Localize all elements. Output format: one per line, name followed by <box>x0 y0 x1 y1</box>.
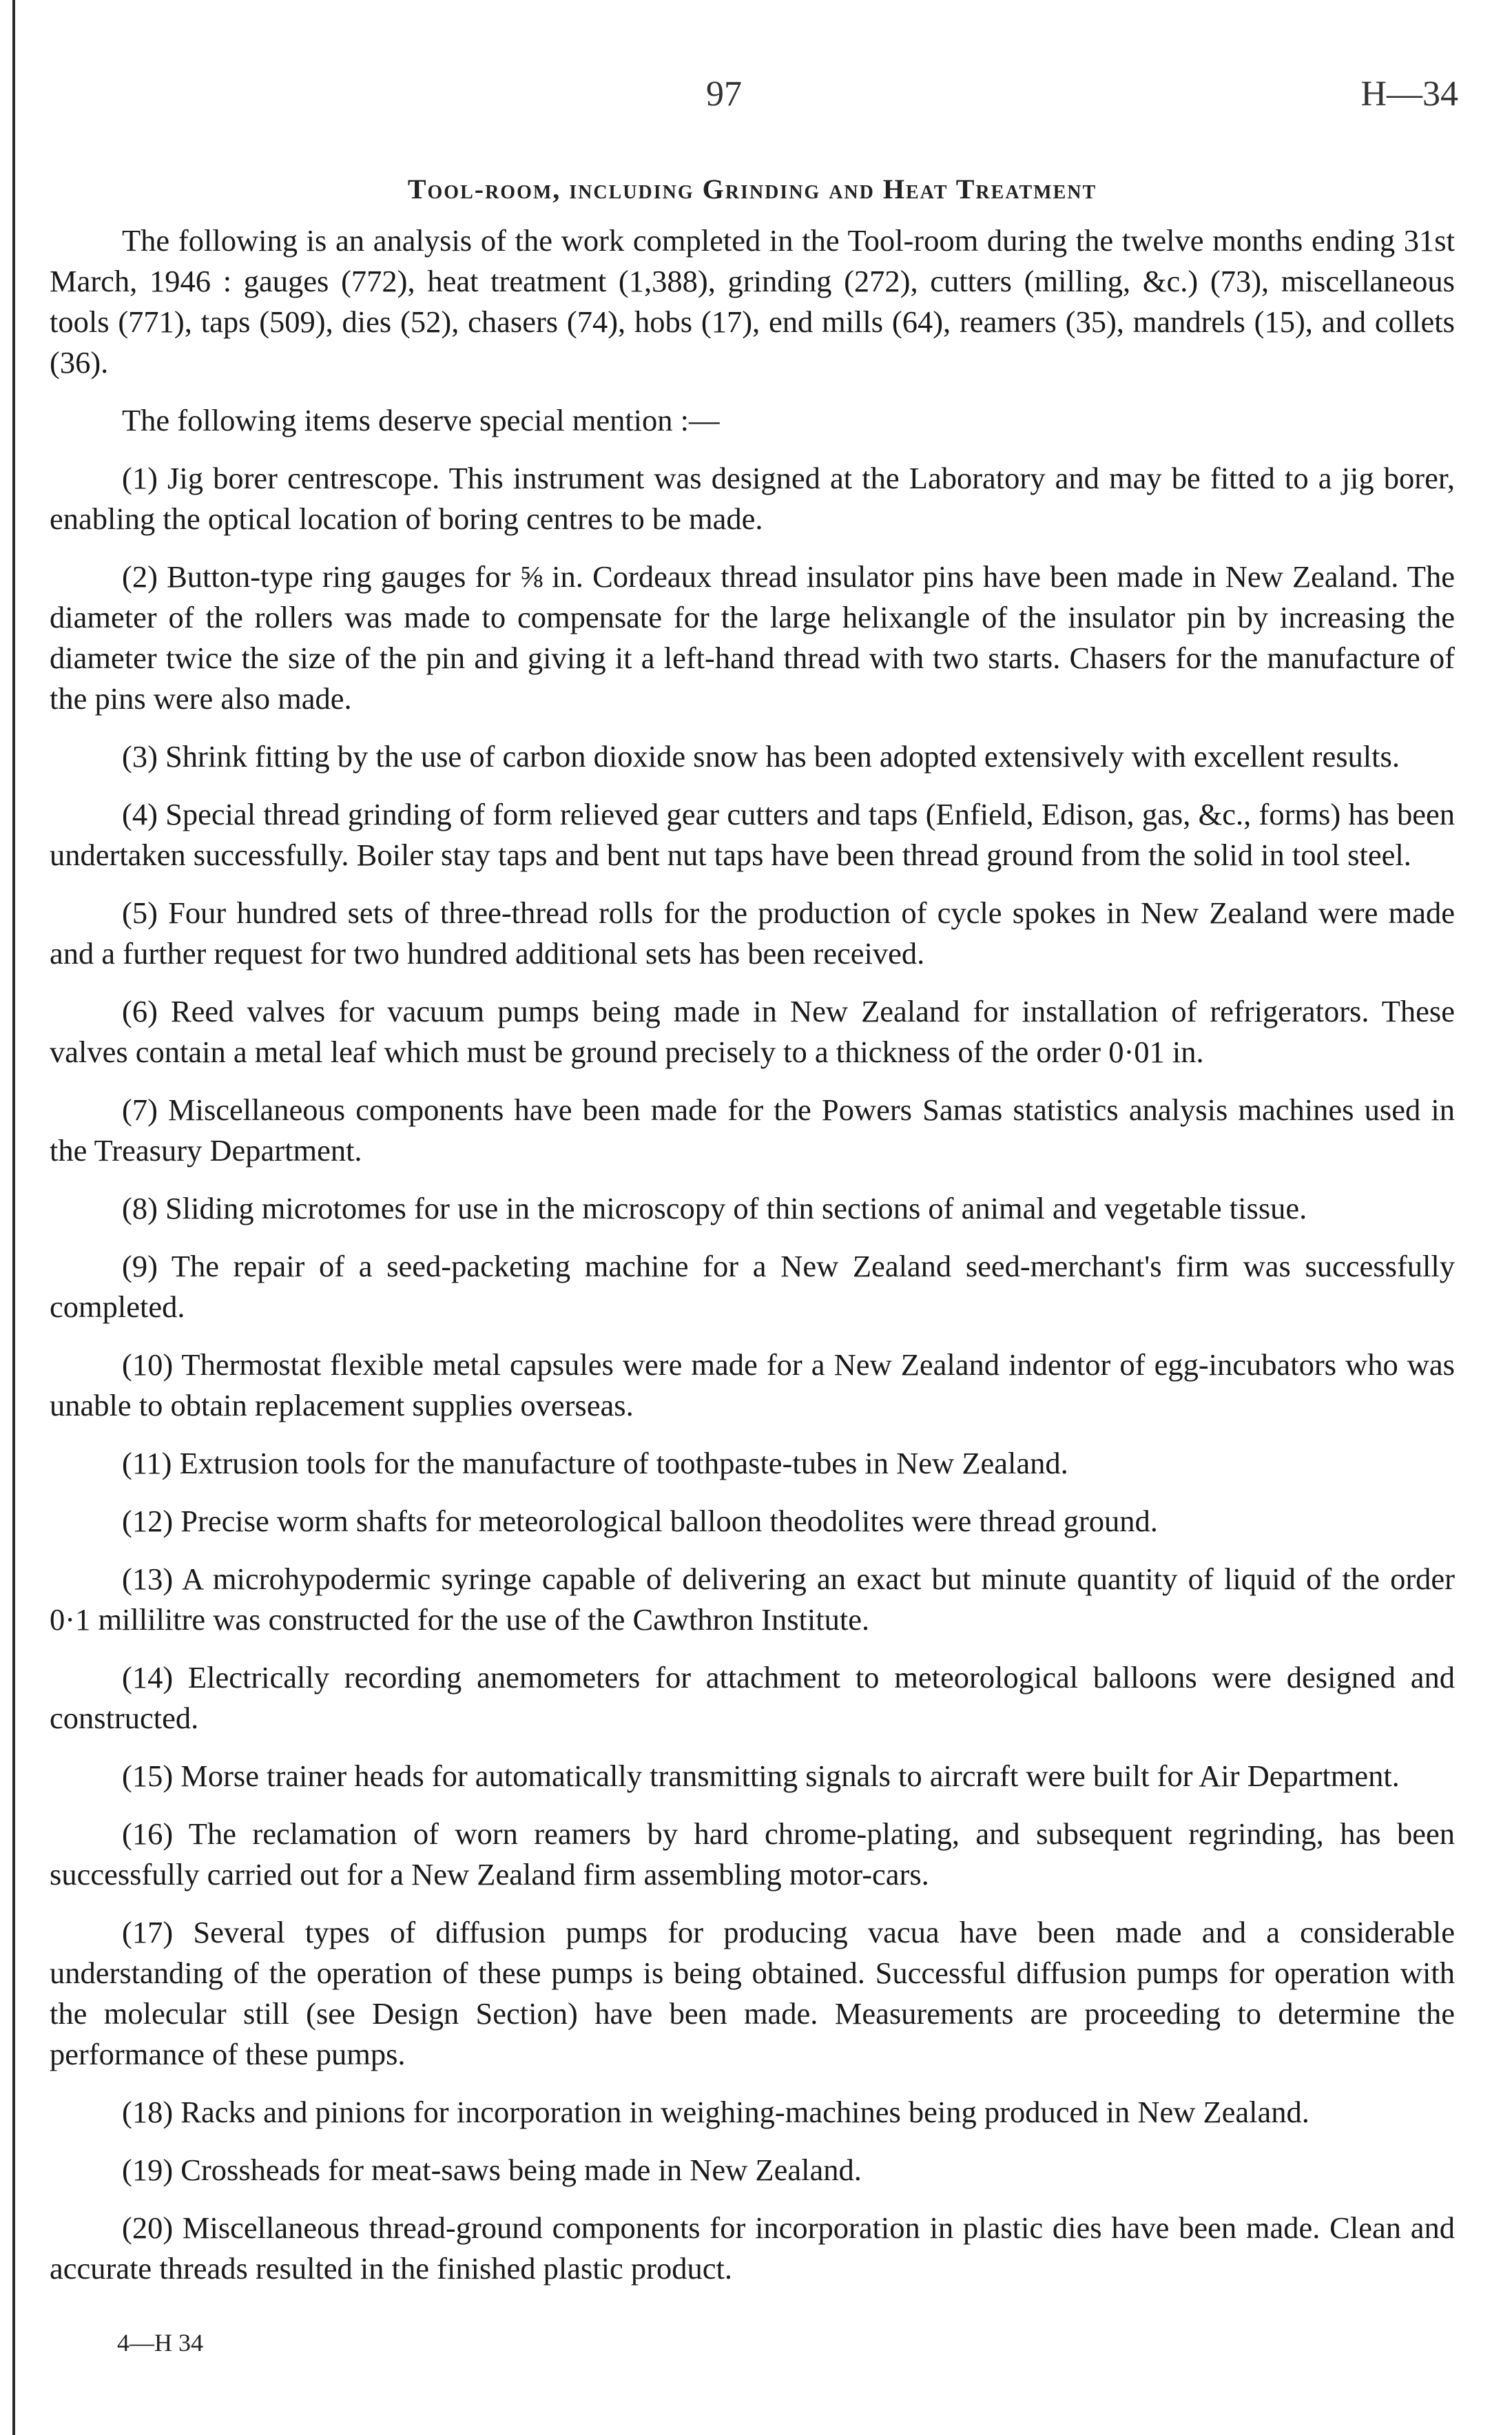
list-item: (20) Miscellaneous thread-ground components for incorporation in plastic dies have been made. Clean and accurate threads resulted in the finished plastic product. <box>50 2210 1455 2286</box>
list-item: (8) Sliding microtomes for use in the microscopy of thin sections of animal and vegetable tissue. <box>122 1191 1307 1225</box>
list-item: (3) Shrink fitting by the use of carbon dioxide snow has been adopted extensively with excellent results. <box>122 739 1400 774</box>
list-item: (17) Several types of diffusion pumps for producing vacua have been made and a considerable understanding of the operation of these pumps is being obtained. Successful diffusion pumps for operation with the molecular still (see Design Section) have been made. Measurements are proceeding to determine the performance of these pumps. <box>50 1915 1455 2071</box>
intro-paragraph: The following is an analysis of the work completed in the Tool-room during the twelve months ending 31st March, 1946 : gauges (772), heat treatment (1,388), grinding (272), cutters (milling, &c.) (73), miscellaneous tools (771), taps (509), dies (52), chasers (74), hobs (17), end mills (64), reamers (35), mandrels (15), and collets (36). <box>50 223 1455 380</box>
section-title: Tool-room, including Grinding and Heat Treatment <box>407 174 1097 205</box>
list-item: (4) Special thread grinding of form relieved gear cutters and taps (Enfield, Edison, gas, &c., forms) has been undertaken successfully. Boiler stay taps and bent nut taps have been thread ground from the solid in tool steel. <box>50 797 1455 872</box>
list-item: (15) Morse trainer heads for automatically transmitting signals to aircraft were built for Air Department. <box>122 1759 1400 1793</box>
list-item: (9) The repair of a seed-packeting machine for a New Zealand seed-merchant's firm was successfully completed. <box>50 1249 1455 1324</box>
page-header <box>0 65 1512 121</box>
list-item: (11) Extrusion tools for the manufacture of toothpaste-tubes in New Zealand. <box>122 1446 1068 1480</box>
list-item: (7) Miscellaneous components have been made for the Powers Samas statistics analysis machines used in the Treasury Department. <box>50 1092 1455 1168</box>
lead-in-paragraph: The following items deserve special mention :— <box>122 403 720 437</box>
list-item: (14) Electrically recording anemometers for attachment to meteorological balloons were designed and constructed. <box>50 1660 1455 1735</box>
list-item: (12) Precise worm shafts for meteorological balloon theodolites were thread ground. <box>122 1504 1158 1538</box>
page-number: 97 <box>706 74 742 114</box>
list-item: (19) Crossheads for meat-saws being made in New Zealand. <box>122 2153 862 2187</box>
printer-signature: 4—H 34 <box>117 2329 203 2356</box>
list-item: (5) Four hundred sets of three-thread rolls for the production of cycle spokes in New Zealand were made and a further request for two hundred additional sets has been received. <box>50 895 1455 971</box>
list-item: (6) Reed valves for vacuum pumps being made in New Zealand for installation of refrigerators. These valves contain a metal leaf which must be ground precisely to a thickness of the order 0·01 in. <box>50 994 1455 1069</box>
list-item: (13) A microhypodermic syringe capable of delivering an exact but minute quantity of liquid of the order 0·1 millilitre was constructed for the use of the Cawthron Institute. <box>50 1562 1455 1637</box>
list-item: (16) The reclamation of worn reamers by hard chrome-plating, and subsequent regrinding, has been successfully carried out for a New Zealand firm assembling motor-cars. <box>50 1816 1455 1892</box>
document-reference: H—34 <box>1360 74 1458 114</box>
list-item: (1) Jig borer centrescope. This instrument was designed at the Laboratory and may be fitted to a jig borer, enabling the optical location of boring centres to be made. <box>50 461 1455 536</box>
list-item: (2) Button-type ring gauges for ⅝ in. Cordeaux thread insulator pins have been made in New Zealand. The diameter of the rollers was made to compensate for the large helixangle of the insulator pin by increasing the diameter twice the size of the pin and giving it a left-hand thread with two starts. Chasers for the manufacture of the pins were also made. <box>50 559 1455 716</box>
page-edge-rule <box>12 0 15 2435</box>
page-body <box>50 169 1455 2306</box>
list-item: (18) Racks and pinions for incorporation in weighing-machines being produced in New Zealand. <box>122 2095 1309 2129</box>
list-item: (10) Thermostat flexible metal capsules were made for a New Zealand indentor of egg-incubators who was unable to obtain replacement supplies overseas. <box>50 1347 1455 1422</box>
